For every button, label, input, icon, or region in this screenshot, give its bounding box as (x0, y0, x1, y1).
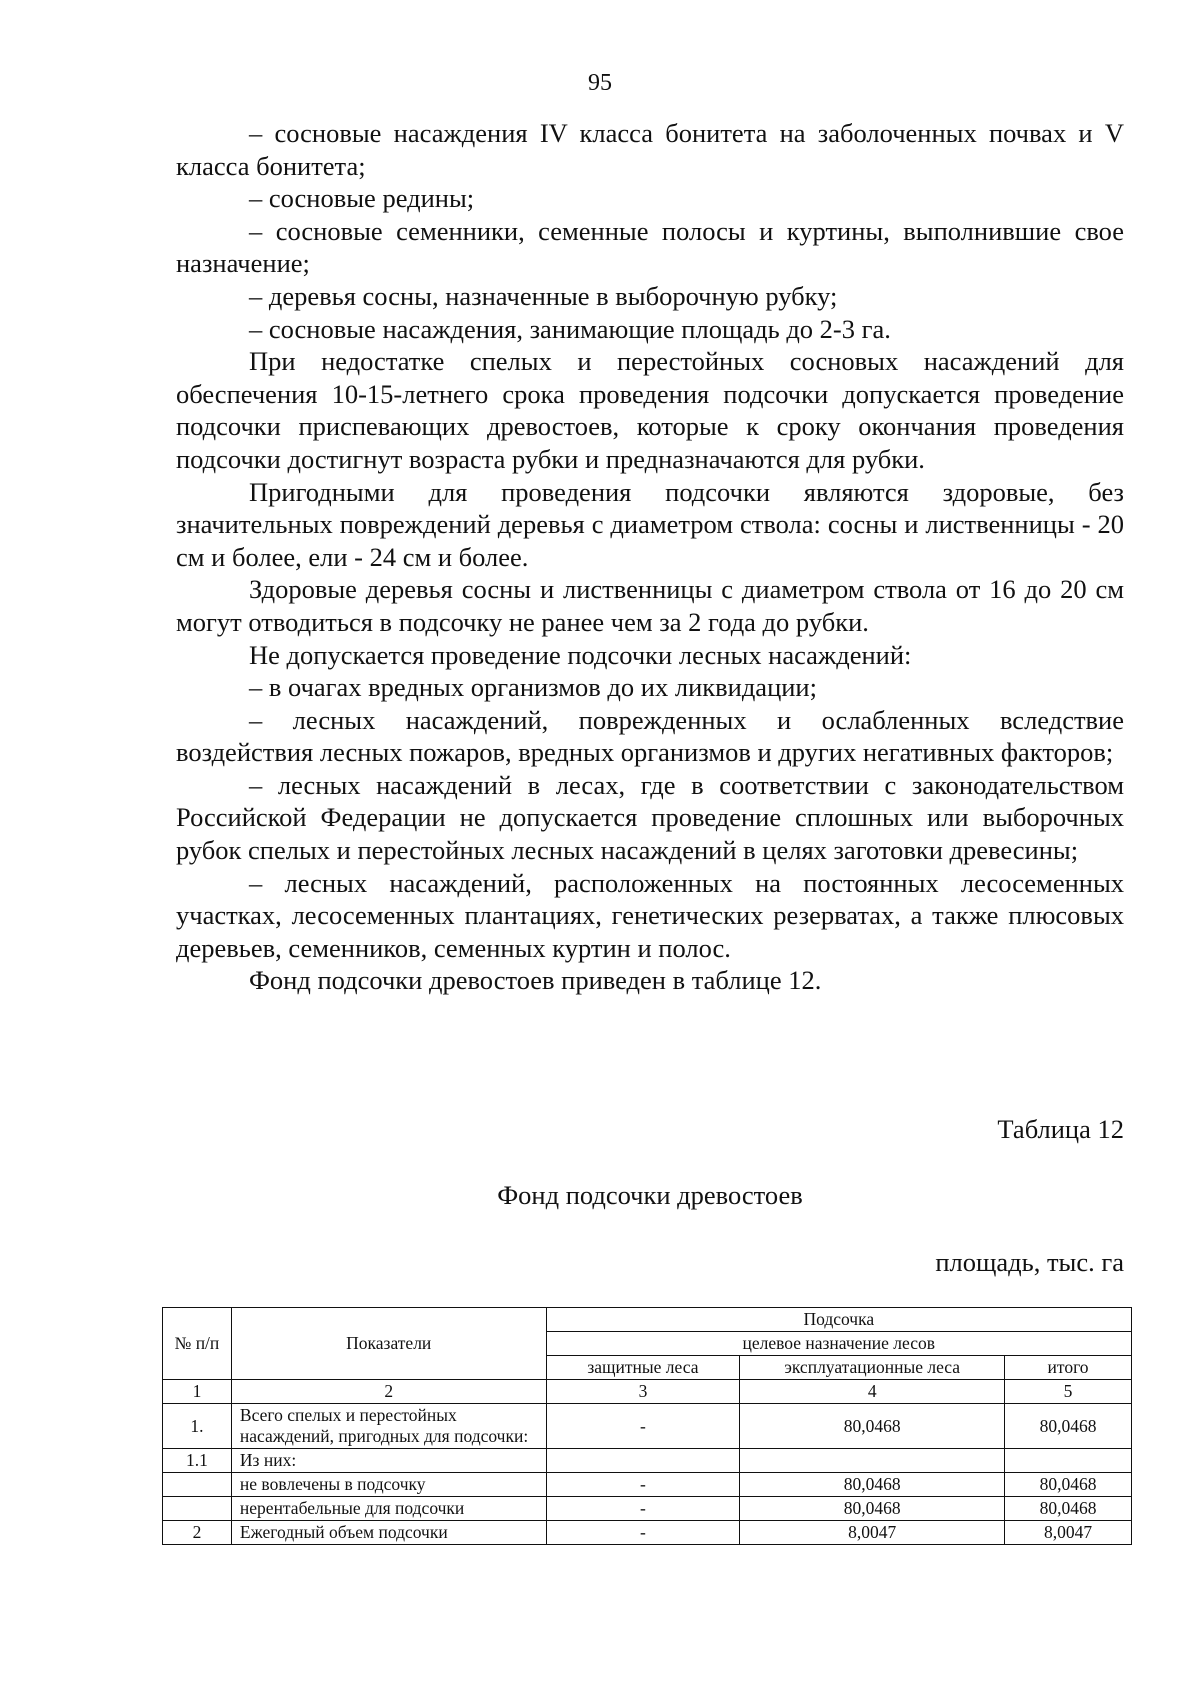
row-total: 80,0468 (1005, 1473, 1132, 1497)
header-group: Подсочка (546, 1308, 1131, 1332)
table-row (163, 1473, 1132, 1497)
header-exploitation: эксплуатационные леса (740, 1356, 1005, 1380)
paragraph: Пригодными для проведения подсочки являются здоровые, без значительных повреждений деревья с диаметром ствола: сосны и лиственницы - 20 см и более, ели - 24 см и более. (176, 476, 1124, 572)
row-exploitation: 80,0468 (740, 1404, 1005, 1449)
paragraph: – сосновые семенники, семенные полосы и куртины, выполнившие свое назначение; (176, 215, 1124, 279)
row-name: не вовлечены в подсочку (231, 1473, 546, 1497)
table-title: Фонд подсочки древостоев (497, 1180, 803, 1210)
row-num (163, 1497, 232, 1521)
paragraph: – лесных насаждений в лесах, где в соответствии с законодательством Российской Федерации не допускается проведение сплошных или выборочных рубок спелых и перестойных лесных насаждений в целях заготовки древесины; (176, 769, 1124, 866)
paragraph: – в очагах вредных организмов до их ликвидации; (249, 672, 817, 703)
header-total: итого (1005, 1356, 1132, 1380)
data-table (162, 1307, 1132, 1545)
row-num: 1.1 (163, 1449, 232, 1473)
paragraph: Здоровые деревья сосны и лиственницы с диаметром ствола от 16 до 20 см могут отводиться в подсочку не ранее чем за 2 года до рубки. (176, 574, 1124, 637)
row-exploitation: 80,0468 (740, 1497, 1005, 1521)
row-name: Всего спелых и перестойных насаждений, пригодных для подсочки: (231, 1404, 546, 1449)
row-protective: - (546, 1521, 740, 1545)
page-number: 95 (588, 70, 612, 96)
row-protective: - (546, 1473, 740, 1497)
paragraph: Фонд подсочки древостоев приведен в таблице 12. (249, 965, 822, 996)
row-total: 8,0047 (1005, 1521, 1132, 1545)
row-protective: - (546, 1404, 740, 1449)
row-exploitation: 80,0468 (740, 1473, 1005, 1497)
paragraph: – деревья сосны, назначенные в выборочную рубку; (249, 280, 838, 311)
row-name: Ежегодный объем подсочки (231, 1521, 546, 1545)
body-text (176, 117, 1124, 997)
table-row (163, 1521, 1132, 1545)
table-unit: площадь, тыс. га (935, 1247, 1124, 1277)
header-num: № п/п (163, 1308, 232, 1380)
paragraph: – сосновые редины; (249, 183, 475, 214)
column-number: 4 (740, 1380, 1005, 1404)
paragraph: При недостатке спелых и перестойных сосновых насаждений для обеспечения 10-15-летнего срока проведения подсочки допускается проведение подсочки приспевающих древостоев, которые к сроку окончания проведения подсочки достигнут возраста рубки и предназначаются для рубки. (176, 346, 1124, 474)
paragraph: – лесных насаждений, расположенных на постоянных лесосеменных участках, лесосеменных плантациях, генетических резерватах, а также плюсовых деревьев, семенников, семенных куртин и полос. (176, 867, 1124, 963)
row-num: 1. (163, 1404, 232, 1449)
table-row (163, 1449, 1132, 1473)
paragraph: – сосновые насаждения, занимающие площадь до 2-3 га. (249, 313, 891, 344)
row-total: 80,0468 (1005, 1404, 1132, 1449)
row-name: Из них: (231, 1449, 546, 1473)
header-indicators: Показатели (231, 1308, 546, 1380)
row-num: 2 (163, 1521, 232, 1545)
header-subgroup: целевое назначение лесов (546, 1332, 1131, 1356)
column-number: 1 (163, 1380, 232, 1404)
row-name: нерентабельные для подсочки (231, 1497, 546, 1521)
row-protective (546, 1449, 740, 1473)
row-total: 80,0468 (1005, 1497, 1132, 1521)
column-number-row (163, 1380, 1132, 1404)
column-number: 3 (546, 1380, 740, 1404)
row-num (163, 1473, 232, 1497)
header-protective: защитные леса (546, 1356, 740, 1380)
row-protective: - (546, 1497, 740, 1521)
row-total (1005, 1449, 1132, 1473)
column-number: 2 (231, 1380, 546, 1404)
table-label: Таблица 12 (997, 1114, 1124, 1144)
row-exploitation: 8,0047 (740, 1521, 1005, 1545)
table-row (163, 1497, 1132, 1521)
paragraph: – лесных насаждений, поврежденных и ослабленных вследствие воздействия лесных пожаров, вредных организмов и других негативных факторов; (176, 704, 1124, 768)
paragraph: – сосновые насаждения IV класса бонитета на заболоченных почвах и V класса бонитета; (176, 118, 1124, 181)
paragraph: Не допускается проведение подсочки лесных насаждений: (249, 639, 912, 670)
table-header-row (163, 1308, 1132, 1332)
row-exploitation (740, 1449, 1005, 1473)
table-row (163, 1404, 1132, 1449)
column-number: 5 (1005, 1380, 1132, 1404)
